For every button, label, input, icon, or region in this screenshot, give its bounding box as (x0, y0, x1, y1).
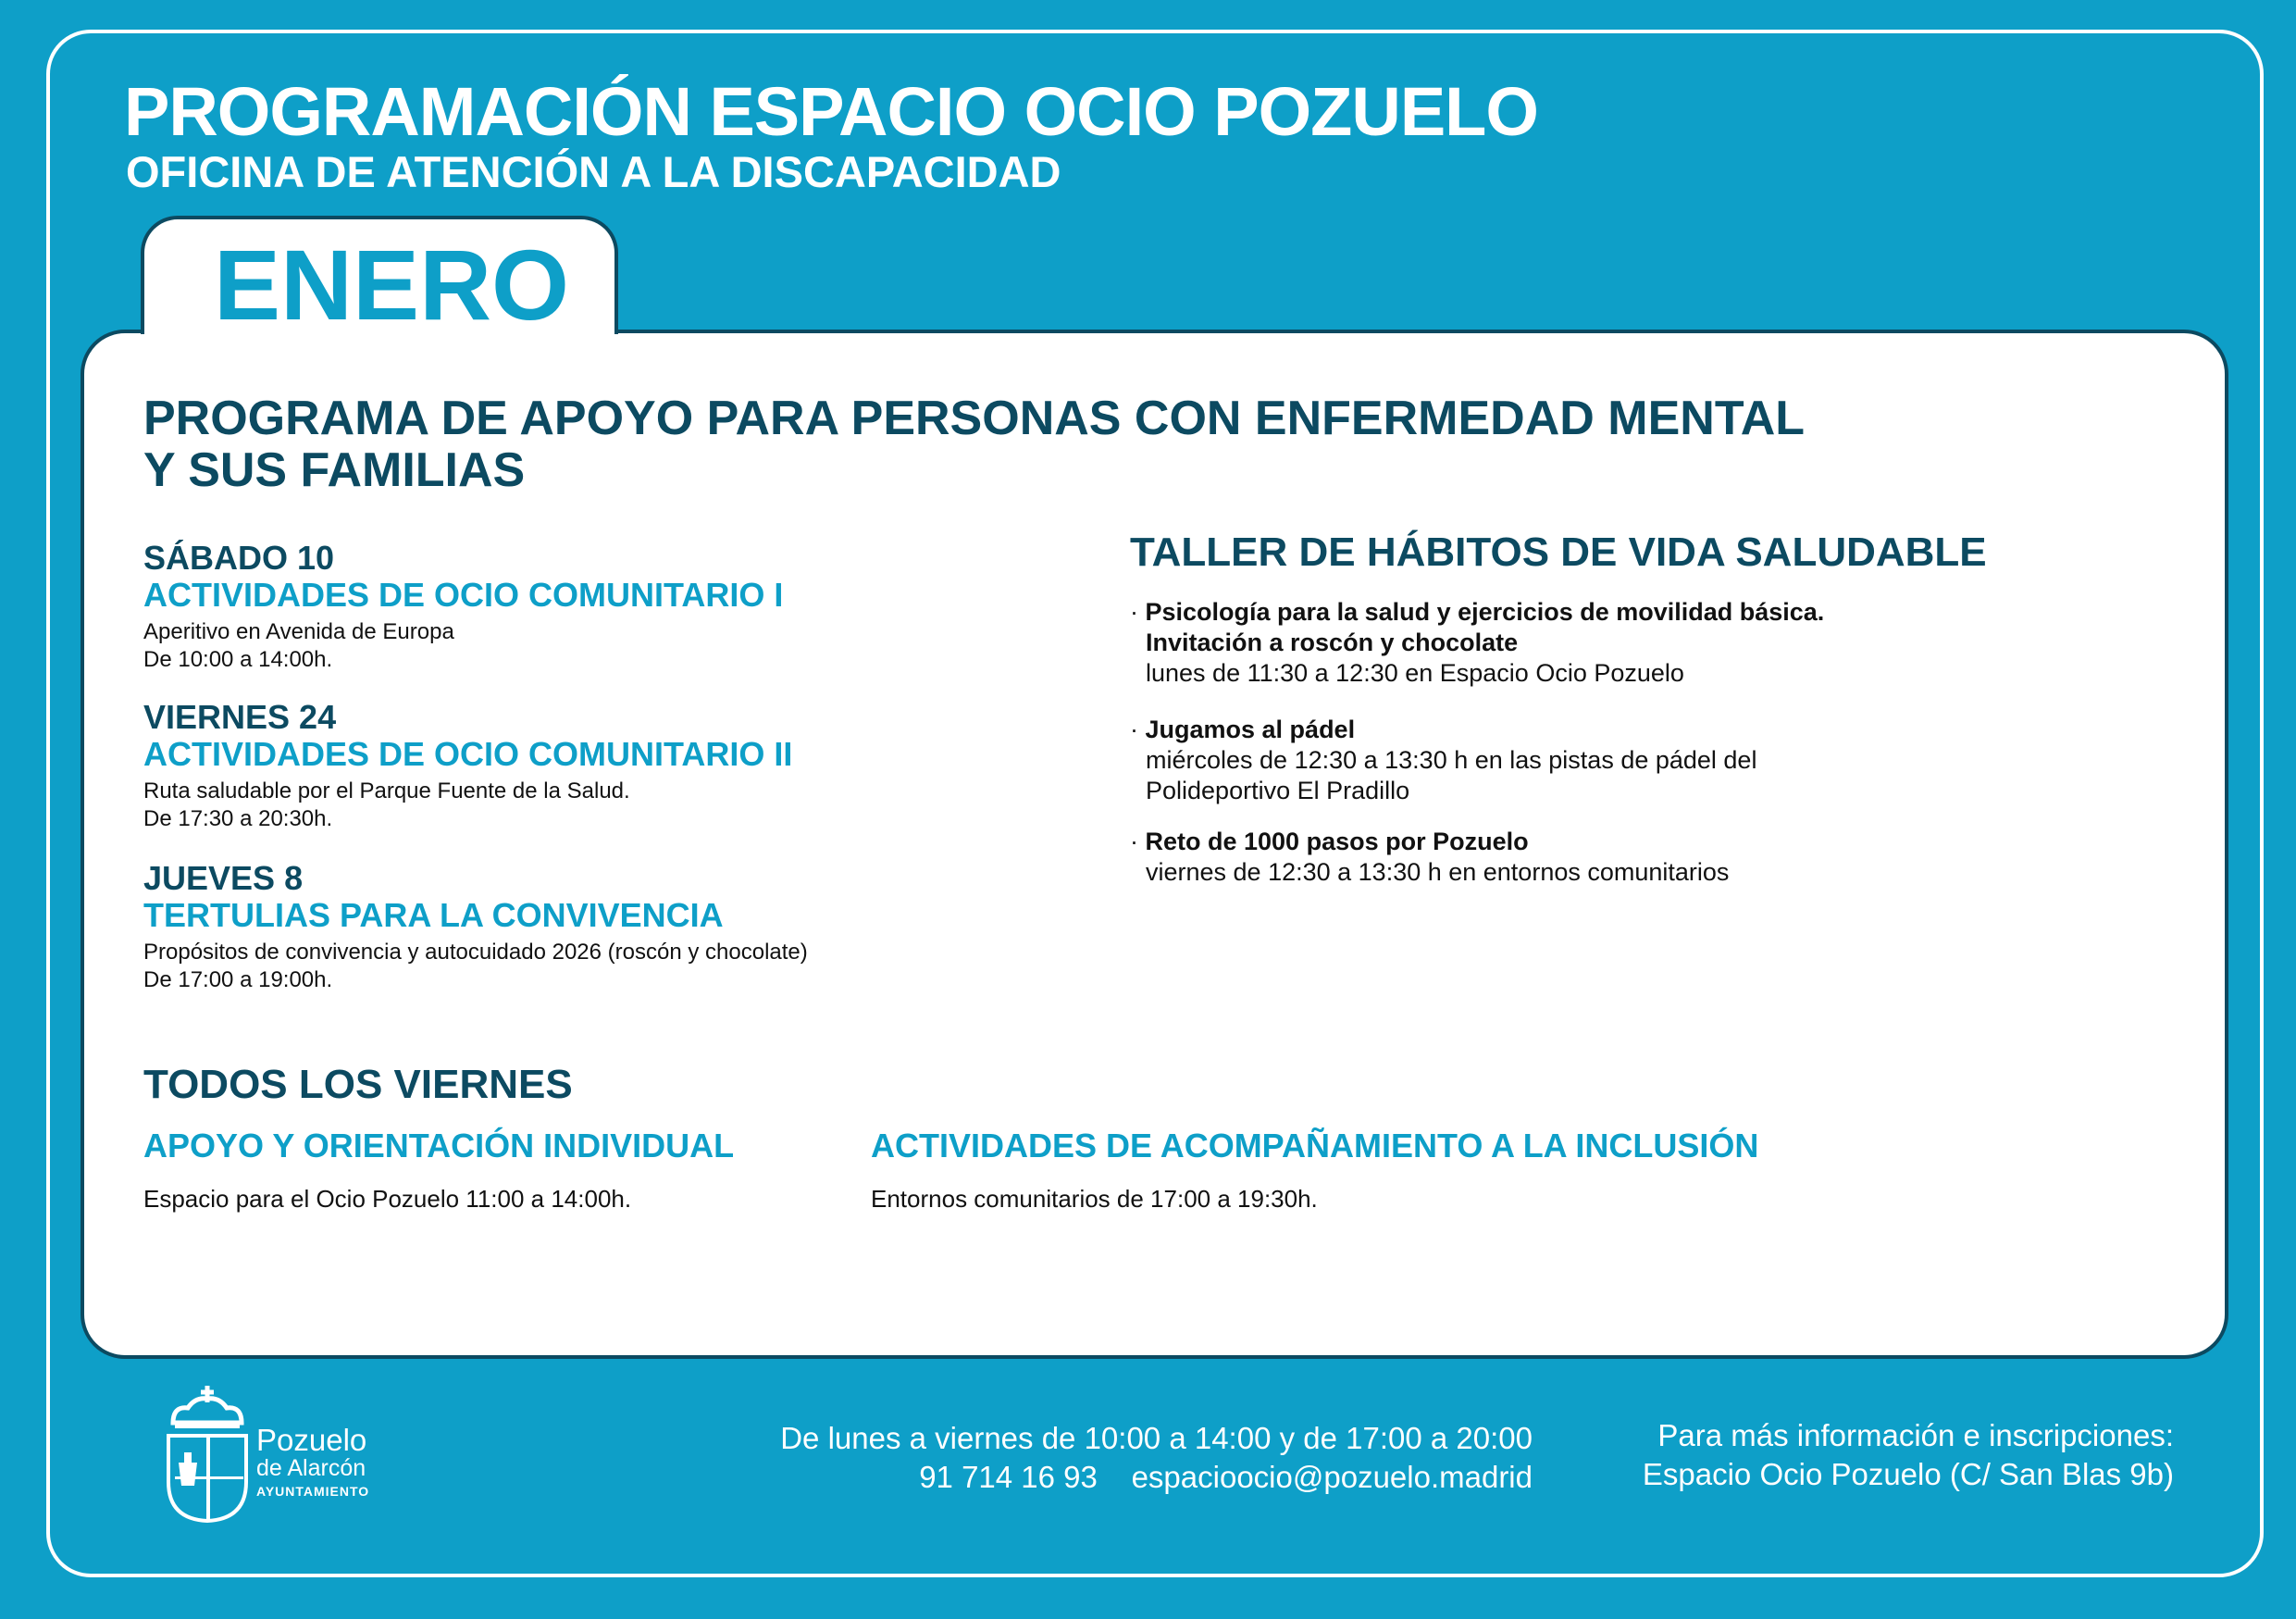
logo-line1: Pozuelo (256, 1423, 367, 1457)
item-title: Reto de 1000 pasos por Pozuelo (1145, 828, 1529, 855)
page-subtitle: OFICINA DE ATENCIÓN A LA DISCAPACIDAD (126, 147, 1061, 196)
event (143, 539, 783, 674)
event-desc: Ruta saludable por el Parque Fuente de la Salud. (143, 778, 630, 803)
item-detail: viernes de 12:30 a 13:30 h en entornos comunitarios (1146, 858, 1730, 886)
info-line2: Espacio Ocio Pozuelo (C/ San Blas 9b) (1642, 1457, 2174, 1491)
event-date: VIERNES 24 (143, 698, 337, 736)
event-desc: Aperitivo en Avenida de Europa (143, 619, 454, 644)
workshop-item: · Psicología para la salud y ejercicios de movilidad básica. Invitación a roscón y chocolate lunes de 11:30 a 12:30 en Espacio Ocio Pozuelo (1130, 598, 1825, 687)
event-time: De 10:00 a 14:00h. (143, 647, 333, 672)
event (143, 698, 792, 833)
workshop-item: · Jugamos al pádel miércoles de 12:30 a 13:30 h en las pistas de pádel del Polideportivo El Pradillo (1130, 716, 1757, 804)
page-title: PROGRAMACIÓN ESPACIO OCIO POZUELO (124, 73, 1538, 150)
info-line1: Para más información e inscripciones: (1657, 1418, 2174, 1452)
event-time: De 17:30 a 20:30h. (143, 806, 333, 831)
item-title: Jugamos al pádel (1145, 716, 1356, 743)
event-title: ACTIVIDADES DE OCIO COMUNITARIO II (143, 735, 793, 773)
footer-info (1643, 1416, 2174, 1494)
fridays-title: TODOS LOS VIERNES (143, 1062, 573, 1107)
event-date: JUEVES 8 (143, 859, 304, 897)
event-date: SÁBADO 10 (143, 539, 335, 577)
month-tab (141, 216, 618, 341)
coat-of-arms-icon (166, 1384, 249, 1523)
opening-hours: De lunes a viernes de 10:00 a 14:00 y de 17:00 a 20:00 (780, 1421, 1533, 1455)
pozuelo-logo (166, 1384, 397, 1523)
item-title-2: Invitación a roscón y chocolate (1146, 629, 1519, 656)
fridays-col1-title: APOYO Y ORIENTACIÓN INDIVIDUAL (143, 1127, 735, 1164)
event (143, 859, 808, 994)
event-title: ACTIVIDADES DE OCIO COMUNITARIO I (143, 576, 784, 614)
event-time: De 17:00 a 19:00h. (143, 967, 333, 992)
item-detail: miércoles de 12:30 a 13:30 h en las pistas de pádel del (1146, 746, 1757, 774)
fridays-col1-desc: Espacio para el Ocio Pozuelo 11:00 a 14:00h. (143, 1185, 632, 1213)
item-detail-2: Polideportivo El Pradillo (1146, 777, 1410, 804)
logo-line3: AYUNTAMIENTO (256, 1484, 370, 1499)
event-title: TERTULIAS PARA LA CONVIVENCIA (143, 896, 724, 934)
event-desc: Propósitos de convivencia y autocuidado 2026 (roscón y chocolate) (143, 940, 808, 965)
program-title-line2: Y SUS FAMILIAS (143, 443, 526, 497)
fridays-col2-title: ACTIVIDADES DE ACOMPAÑAMIENTO A LA INCLUSIÓN (871, 1127, 1759, 1164)
footer-contact (780, 1419, 1533, 1497)
logo-line2: de Alarcón (256, 1455, 366, 1481)
program-title-line1: PROGRAMA DE APOYO PARA PERSONAS CON ENFERMEDAD MENTAL (143, 392, 1806, 445)
workshop-title: TALLER DE HÁBITOS DE VIDA SALUDABLE (1130, 529, 1987, 575)
month-label: ENERO (214, 229, 570, 341)
program-title (143, 392, 1805, 496)
workshop-item: · Reto de 1000 pasos por Pozuelo viernes de 12:30 a 13:30 h en entornos comunitarios (1130, 828, 1730, 886)
item-title: Psicología para la salud y ejercicios de movilidad básica. (1145, 598, 1825, 626)
email-link[interactable]: espacioocio@pozuelo.madrid (1131, 1460, 1533, 1494)
phone: 91 714 16 93 (919, 1460, 1098, 1494)
fridays-col2-desc: Entornos comunitarios de 17:00 a 19:30h. (871, 1185, 1318, 1213)
item-detail: lunes de 11:30 a 12:30 en Espacio Ocio Pozuelo (1146, 659, 1684, 687)
